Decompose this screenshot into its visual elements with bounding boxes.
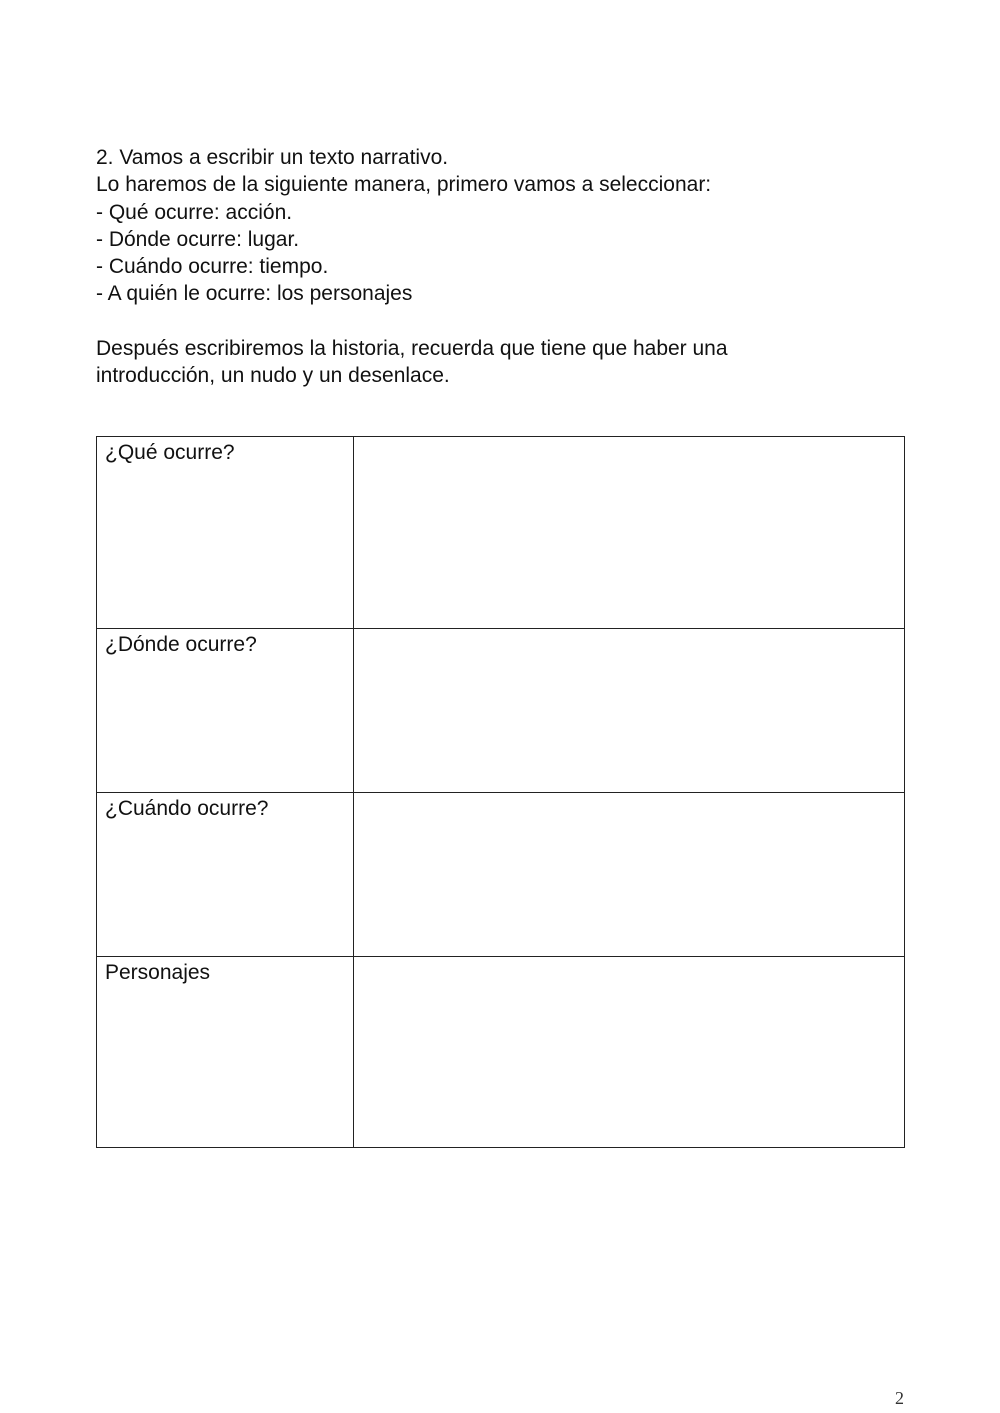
list-item: - A quién le ocurre: los personajes <box>96 282 413 306</box>
answer-field-cuando-ocurre[interactable] <box>354 793 904 956</box>
table-row <box>97 629 905 793</box>
row-label-que-ocurre: ¿Qué ocurre? <box>97 437 354 629</box>
answer-field-donde-ocurre[interactable] <box>354 629 904 792</box>
table-row <box>97 437 905 629</box>
page-number: 2 <box>895 1388 904 1408</box>
row-label-personajes: Personajes <box>97 957 354 1148</box>
instructions-lead: Lo haremos de la siguiente manera, primero vamos a seleccionar: <box>96 173 712 197</box>
table-row <box>97 957 905 1148</box>
row-label-donde-ocurre: ¿Dónde ocurre? <box>97 629 354 793</box>
exercise-heading: 2. Vamos a escribir un texto narrativo. <box>96 146 449 169</box>
table-row <box>97 793 905 957</box>
spacer <box>96 308 916 335</box>
instructions-block <box>96 144 916 390</box>
answer-cell-cuando-ocurre[interactable] <box>354 793 905 957</box>
answer-cell-que-ocurre[interactable] <box>354 437 905 629</box>
list-item: - Qué ocurre: acción. <box>96 200 293 224</box>
row-label-cuando-ocurre: ¿Cuándo ocurre? <box>97 793 354 957</box>
closing-text-line-1: Después escribiremos la historia, recuerda que tiene que haber una <box>96 337 728 361</box>
answer-field-que-ocurre[interactable] <box>354 437 904 628</box>
story-planning-table <box>96 436 905 1148</box>
answer-cell-donde-ocurre[interactable] <box>354 629 905 793</box>
list-item: - Cuándo ocurre: tiempo. <box>96 255 329 279</box>
list-item: - Dónde ocurre: lugar. <box>96 227 300 251</box>
answer-field-personajes[interactable] <box>354 957 904 1147</box>
closing-text-line-2: introducción, un nudo y un desenlace. <box>96 364 450 388</box>
answer-cell-personajes[interactable] <box>354 957 905 1148</box>
